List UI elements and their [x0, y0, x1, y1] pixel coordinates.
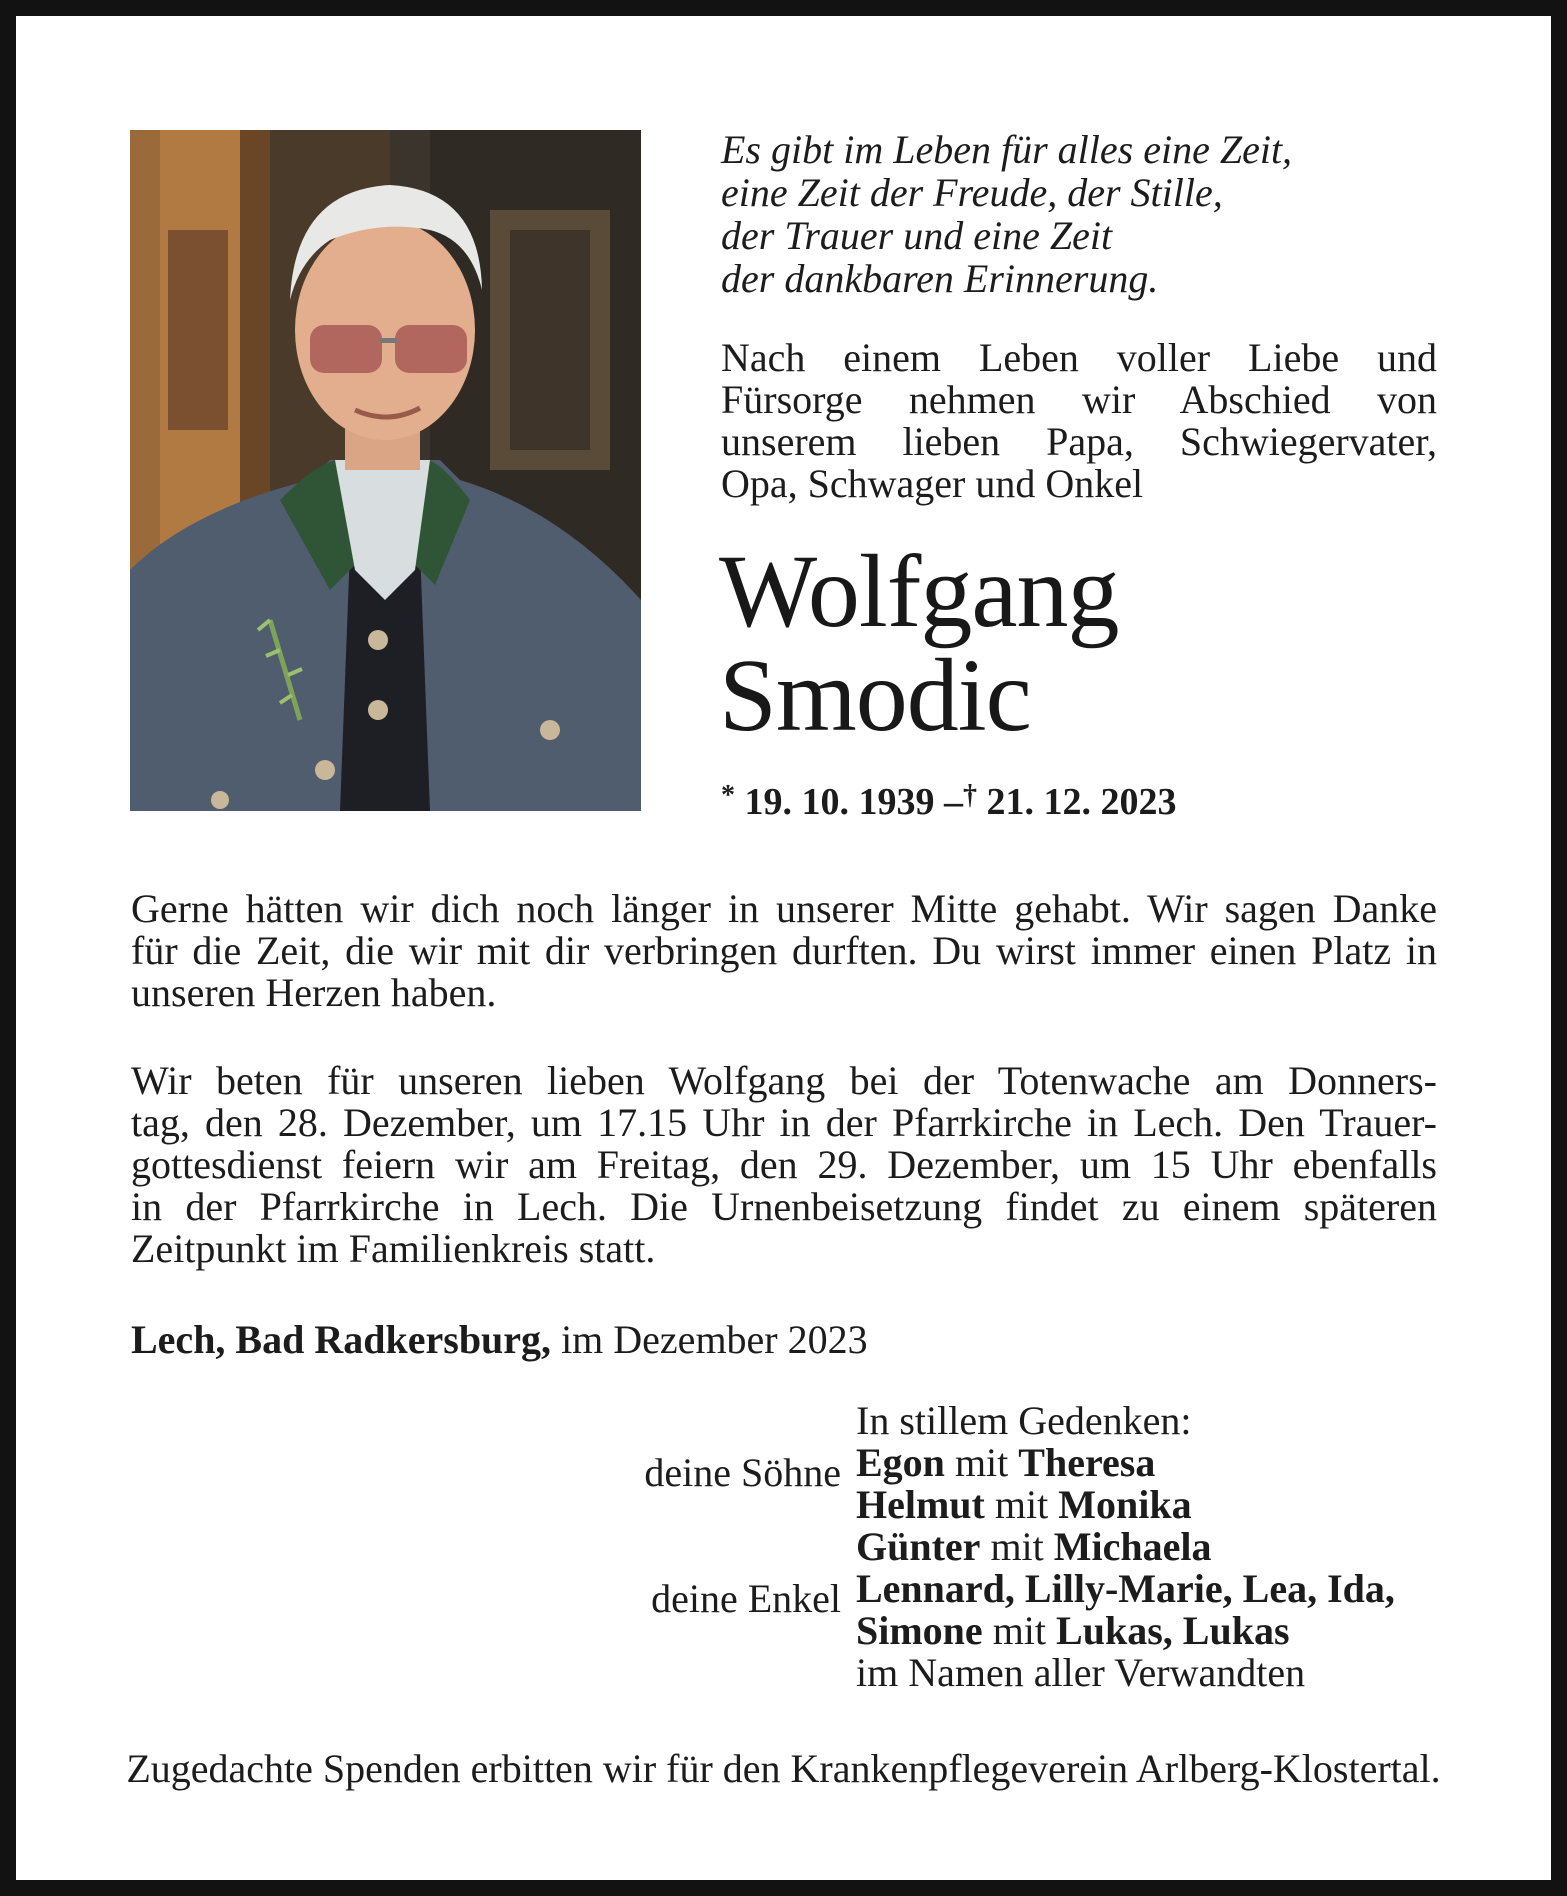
mourner-line	[856, 1484, 1395, 1526]
paragraph-line: gottesdienst feiern wir am Freitag, den 29. Dezember, um 15 Uhr ebenfalls	[131, 1142, 1437, 1187]
partner-name: Theresa	[1018, 1440, 1156, 1485]
mourner-line	[856, 1610, 1395, 1652]
gratitude-paragraph	[131, 888, 1437, 1014]
intro-line: Fürsorge nehmen wir Abschied von	[721, 377, 1437, 422]
verse-line: eine Zeit der Freude, der Stille,	[721, 170, 1223, 215]
memorial-verse	[721, 127, 1293, 301]
connector: mit	[994, 1482, 1049, 1527]
paragraph-line: Zeitpunkt im Familienkreis statt.	[131, 1226, 656, 1271]
intro-line: Nach einem Leben voller Liebe und	[721, 335, 1437, 380]
birth-date: 19. 10. 1939	[744, 781, 935, 823]
date-separator: –	[944, 781, 963, 823]
mourners-heading: In stillem Gedenken:	[856, 1398, 1192, 1443]
relatives-line: im Namen aller Verwandten	[856, 1650, 1306, 1695]
verse-line: der Trauer und eine Zeit	[721, 213, 1113, 258]
service-paragraph	[131, 1060, 1437, 1270]
son-name: Günter	[856, 1524, 981, 1569]
verse-line: Es gibt im Leben für alles eine Zeit,	[721, 127, 1293, 172]
mourners-list	[856, 1400, 1395, 1694]
birth-symbol: *	[721, 780, 735, 811]
partner-name: Monika	[1058, 1482, 1192, 1527]
mourner-line	[856, 1568, 1395, 1610]
connector: mit	[954, 1440, 1009, 1485]
partner-name: Lukas, Lukas	[1056, 1608, 1290, 1653]
place-and-date	[131, 1316, 868, 1363]
partner-name: Michaela	[1053, 1524, 1212, 1569]
death-symbol: †	[963, 780, 977, 811]
last-name: Smodic	[719, 638, 1031, 753]
grandchildren-label: deine Enkel	[651, 1576, 841, 1621]
life-dates	[721, 780, 1177, 824]
mourner-line	[856, 1526, 1395, 1568]
verse-line: der dankbaren Erinnerung.	[721, 256, 1159, 301]
intro-text	[721, 337, 1437, 505]
paragraph-line: Gerne hätten wir dich noch länger in unserer Mitte gehabt. Wir sagen Danke	[131, 886, 1437, 931]
son-name: Helmut	[856, 1482, 985, 1527]
donation-note: Zugedachte Spenden erbitten wir für den Krankenpflegeverein Arlberg-Klostertal.	[126, 1746, 1441, 1791]
portrait-photo	[130, 130, 641, 811]
grandchild-name: Simone	[856, 1608, 983, 1653]
notice-date: im Dezember 2023	[561, 1317, 868, 1362]
sons-label: deine Söhne	[644, 1450, 841, 1495]
first-name: Wolfgang	[719, 534, 1119, 649]
paragraph-line: Wir beten für unseren lieben Wolfgang bei der Totenwache am Donners-	[131, 1058, 1437, 1103]
paragraph-line: für die Zeit, die wir mit dir verbringen durften. Du wirst immer einen Platz in	[131, 928, 1437, 973]
death-date: 21. 12. 2023	[986, 781, 1177, 823]
deceased-name	[719, 534, 1119, 753]
portrait-illustration	[130, 130, 641, 811]
intro-line: unserem lieben Papa, Schwiegervater,	[721, 419, 1437, 464]
son-name: Egon	[856, 1440, 945, 1485]
mourner-line	[856, 1442, 1395, 1484]
connector: mit	[990, 1524, 1044, 1569]
paragraph-line: in der Pfarrkirche in Lech. Die Urnenbeisetzung findet zu einem späteren	[131, 1184, 1437, 1229]
connector: mit	[992, 1608, 1047, 1653]
places: Lech, Bad Radkersburg,	[131, 1317, 552, 1362]
paragraph-line: unseren Herzen haben.	[131, 970, 497, 1015]
paragraph-line: tag, den 28. Dezember, um 17.15 Uhr in der Pfarrkirche in Lech. Den Trauer-	[131, 1100, 1437, 1145]
intro-line: Opa, Schwager und Onkel	[721, 461, 1144, 506]
grandchildren-names: Lennard, Lilly-Marie, Lea, Ida,	[856, 1566, 1395, 1611]
